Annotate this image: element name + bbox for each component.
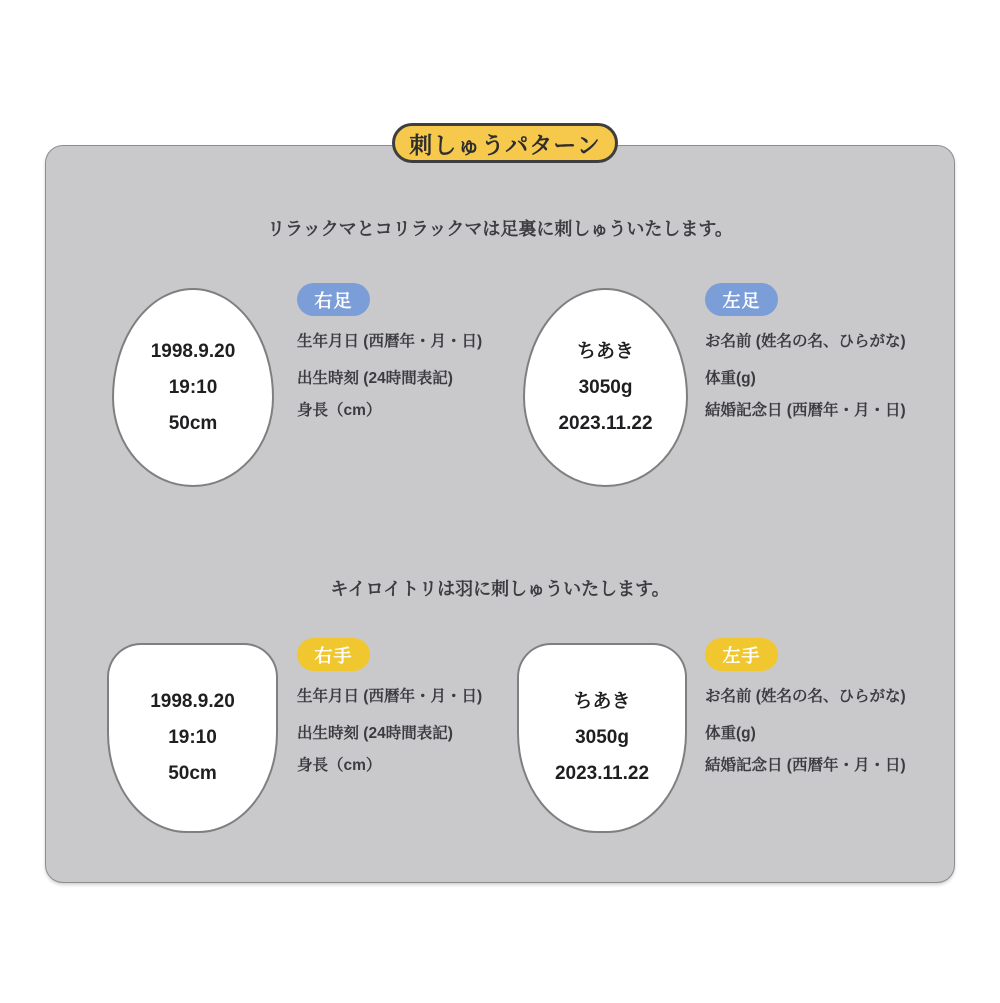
title-badge [392, 123, 618, 163]
badge-right-hand: 右手 [297, 638, 370, 671]
label-birthtime: 出生時刻 (24時間表記) [297, 370, 453, 387]
left-foot-labels-column [705, 283, 950, 433]
left-hand-labels-column [705, 638, 950, 788]
sample-anniversary: 2023.11.22 [554, 763, 650, 784]
left-hand-sample-shape [517, 643, 687, 833]
right-hand-labels-column [297, 638, 542, 788]
sample-name: ちあき [576, 340, 634, 362]
section-caption-feet: リラックマとコリラックマは足裏に刺しゅういたします。 [267, 219, 733, 239]
badge-left-hand: 左手 [705, 638, 778, 671]
label-anniversary: 結婚記念日 (西暦年・月・日) [705, 402, 906, 419]
badge-right-foot: 右足 [297, 283, 370, 316]
section-caption-wings: キイロイトリは羽に刺しゅういたします。 [330, 579, 670, 599]
sample-height: 50cm [168, 412, 218, 434]
sample-name: ちあき [573, 691, 631, 712]
label-birthtime: 出生時刻 (24時間表記) [297, 725, 453, 742]
sample-birthdate: 1998.9.20 [150, 340, 236, 362]
right-hand-sample-shape [107, 643, 278, 833]
badge-left-foot: 左足 [705, 283, 778, 316]
right-foot-labels-column [297, 283, 542, 433]
sample-anniversary: 2023.11.22 [558, 412, 653, 434]
sample-weight: 3050g [578, 376, 633, 398]
label-height: 身長（cm） [297, 402, 382, 419]
sample-birthdate: 1998.9.20 [150, 691, 235, 712]
label-weight: 体重(g) [705, 370, 756, 387]
label-height: 身長（cm） [297, 757, 382, 774]
sample-birthtime: 19:10 [168, 727, 217, 748]
label-birthdate: 生年月日 (西暦年・月・日) [297, 333, 483, 350]
sample-height: 50cm [168, 763, 217, 784]
label-name: お名前 (姓名の名、ひらがな) [705, 333, 906, 350]
sample-birthtime: 19:10 [168, 376, 218, 398]
title-badge-label: 刺しゅうパターン [409, 131, 601, 158]
label-birthdate: 生年月日 (西暦年・月・日) [297, 688, 483, 705]
sample-weight: 3050g [575, 727, 629, 748]
label-name: お名前 (姓名の名、ひらがな) [705, 688, 906, 705]
label-weight: 体重(g) [705, 725, 756, 742]
label-anniversary: 結婚記念日 (西暦年・月・日) [705, 757, 906, 774]
